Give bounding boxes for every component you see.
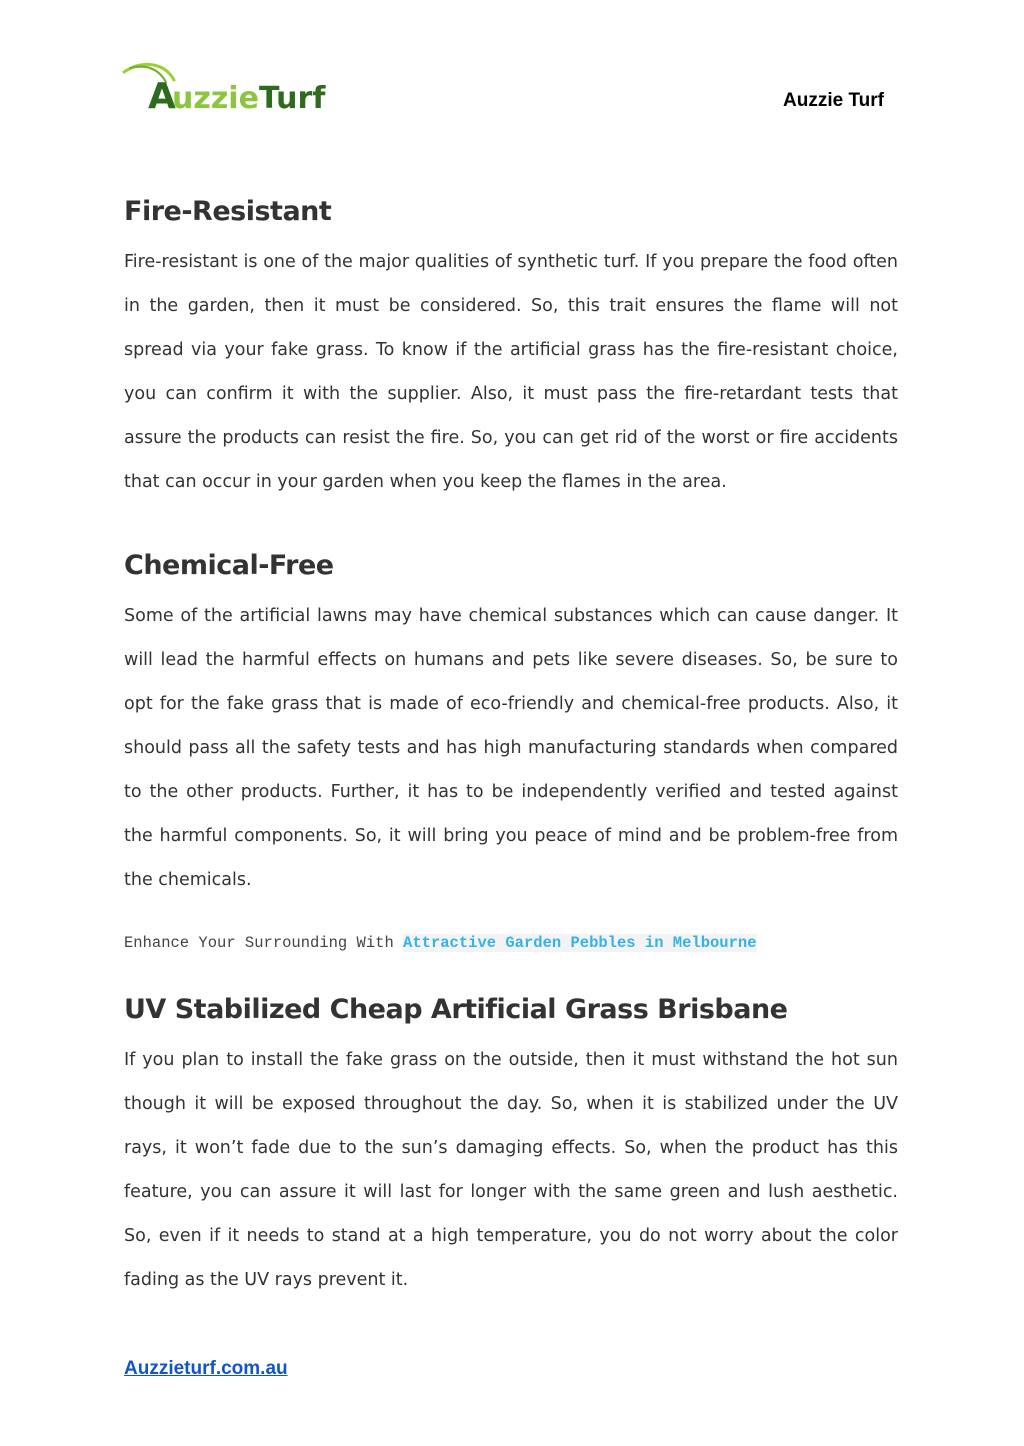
logo-initial: A [148, 76, 176, 117]
section-body: If you plan to install the fake grass on the outside, then it must withstand the hot sun though it will be exposed throughout the day. So, when it is stabilized under the UV rays, it won’t fade due to the sun’s damaging effects. So, when the product has this feature, you can assure it will last for longer with the same green and lush aesthetic. So, even if it needs to stand at a high temperature, you do not worry about the color fading as the UV rays prevent it. [124, 1050, 898, 1290]
section-uv-stabilized [124, 988, 898, 1302]
document-content [124, 190, 898, 1302]
promo-line [124, 932, 898, 954]
promo-prefix: Enhance Your Surrounding With [124, 934, 404, 952]
section-fire-resistant [124, 190, 898, 504]
logo-word-auzzie: uzzie [172, 81, 259, 116]
auzzie-turf-logo [122, 58, 332, 118]
section-body: Fire-resistant is one of the major qualities of synthetic turf. If you prepare the food often in the garden, then it must be considered. So, this trait ensures the flame will not spread via your fake grass. To know if the artificial grass has the fire-resistant choice, you can confirm it with the supplier. Also, it must pass the fire-retardant tests that assure the products can resist the fire. So, you can get rid of the worst or fire accidents that can occur in your garden when you keep the flames in the area. [124, 252, 898, 492]
section-body: Some of the artificial lawns may have chemical substances which can cause danger. It will lead the harmful effects on humans and pets like severe diseases. So, be sure to opt for the fake grass that is made of eco-friendly and chemical-free products. Also, it should pass all the safety tests and has high manufacturing standards when compared to the other products. Further, it has to be independently verified and tested against the harmful components. So, it will bring you peace of mind and be problem-free from the chemicals. [124, 606, 898, 890]
section-heading: UV Stabilized Cheap Artificial Grass Brisbane [124, 994, 788, 1025]
logo-word-turf: Turf [259, 81, 326, 116]
footer-website-link[interactable]: Auzzieturf.com.au [124, 1358, 288, 1379]
section-heading: Chemical-Free [124, 550, 334, 581]
garden-pebbles-link[interactable]: Attractive Garden Pebbles in Melbourne [403, 934, 757, 952]
section-chemical-free [124, 544, 898, 902]
header-brand-name: Auzzie Turf [783, 90, 884, 111]
section-heading: Fire-Resistant [124, 196, 332, 227]
